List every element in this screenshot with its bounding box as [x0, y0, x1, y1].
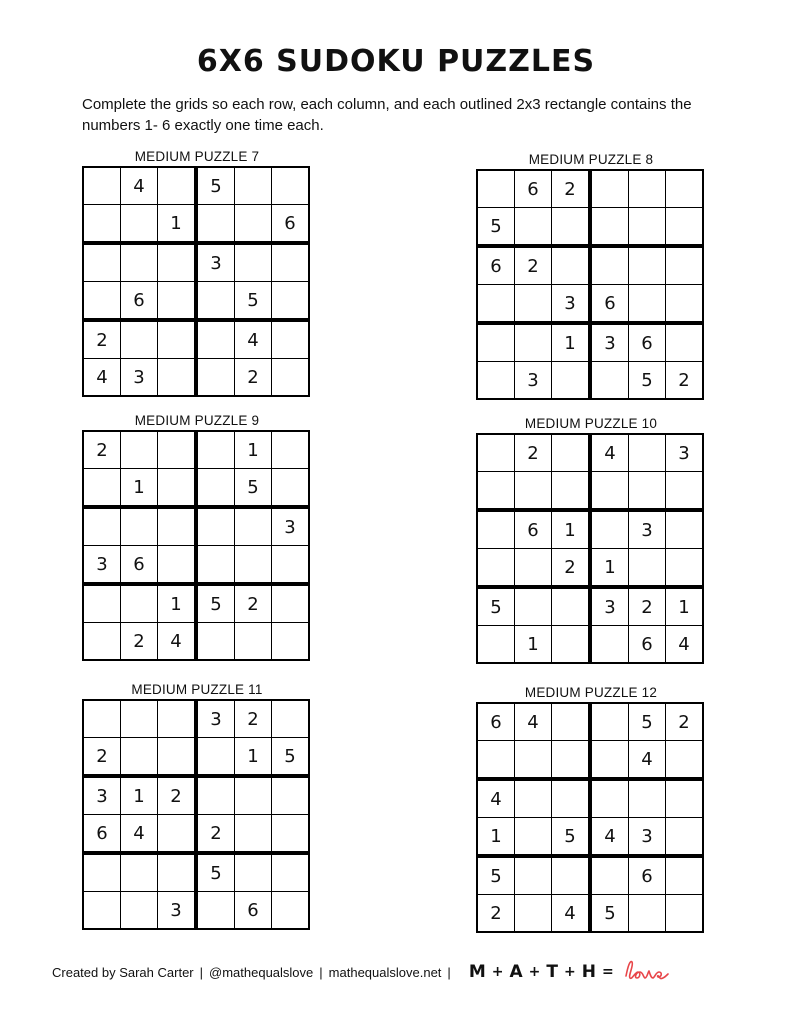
grid-cell: 3	[666, 434, 704, 472]
grid-cell: 5	[477, 587, 515, 626]
grid-cell: 5	[196, 584, 235, 623]
grid-cell: 3	[158, 892, 197, 930]
grid-cell	[666, 323, 704, 362]
grid-cell	[158, 282, 197, 321]
footer-handle: @mathequalslove	[209, 964, 314, 980]
grid-cell: 1	[666, 587, 704, 626]
puzzle-label: MEDIUM PUZZLE 8	[528, 152, 654, 167]
grid-row	[477, 549, 703, 588]
grid-cell	[121, 431, 158, 469]
grid-cell	[83, 700, 121, 738]
puzzle-7	[82, 148, 312, 397]
grid-cell	[83, 584, 121, 623]
sudoku-grid	[476, 702, 704, 933]
grid-cell: 3	[121, 359, 158, 397]
grid-cell	[552, 587, 591, 626]
grid-row	[477, 895, 703, 933]
grid-row	[477, 741, 703, 780]
grid-cell	[196, 359, 235, 397]
grid-cell: 6	[83, 815, 121, 854]
grid-cell	[552, 703, 591, 741]
grid-row	[83, 776, 309, 815]
grid-cell	[83, 892, 121, 930]
grid-cell: 4	[158, 623, 197, 661]
grid-cell: 4	[666, 626, 704, 664]
grid-cell	[158, 431, 197, 469]
grid-cell	[235, 815, 272, 854]
grid-row	[477, 472, 703, 511]
grid-cell	[83, 282, 121, 321]
grid-cell: 4	[121, 815, 158, 854]
grid-cell: 6	[629, 323, 666, 362]
grid-cell: 2	[158, 776, 197, 815]
grid-cell	[121, 584, 158, 623]
grid-cell	[666, 895, 704, 933]
instructions: Complete the grids so each row, each column, and each outlined 2x3 rectangle contains the numbers 1- 6 exactly one time each.	[82, 96, 692, 134]
grid-cell	[272, 776, 310, 815]
grid-row	[83, 431, 309, 469]
grid-cell	[552, 779, 591, 818]
grid-cell: 2	[629, 587, 666, 626]
grid-row	[477, 434, 703, 472]
grid-cell	[552, 626, 591, 664]
grid-cell	[235, 546, 272, 585]
logo-equals: =	[601, 964, 614, 980]
grid-cell: 4	[477, 779, 515, 818]
grid-cell	[629, 434, 666, 472]
grid-cell: 2	[83, 431, 121, 469]
grid-row	[83, 243, 309, 282]
grid-cell: 5	[552, 818, 591, 857]
grid-cell: 3	[590, 323, 629, 362]
grid-cell: 3	[83, 776, 121, 815]
grid-cell: 5	[477, 208, 515, 247]
grid-cell	[196, 776, 235, 815]
grid-cell	[235, 853, 272, 892]
footer-separator: |	[199, 964, 204, 980]
grid-cell	[272, 815, 310, 854]
grid-cell	[158, 243, 197, 282]
grid-cell	[590, 362, 629, 400]
grid-cell	[196, 205, 235, 244]
grid-cell	[83, 205, 121, 244]
grid-cell	[666, 856, 704, 895]
grid-cell	[121, 700, 158, 738]
grid-cell: 6	[515, 170, 552, 208]
grid-row	[477, 510, 703, 549]
grid-cell: 4	[629, 741, 666, 780]
puzzle-label: MEDIUM PUZZLE 12	[524, 685, 658, 700]
grid-row	[477, 323, 703, 362]
grid-cell: 2	[552, 549, 591, 588]
grid-cell: 1	[590, 549, 629, 588]
grid-cell	[272, 167, 310, 205]
grid-row	[477, 285, 703, 324]
grid-cell	[158, 815, 197, 854]
grid-cell: 6	[121, 546, 158, 585]
sudoku-grid	[82, 699, 310, 930]
grid-cell: 5	[235, 282, 272, 321]
grid-cell: 5	[629, 362, 666, 400]
grid-cell	[121, 507, 158, 546]
grid-cell	[235, 776, 272, 815]
grid-cell	[515, 779, 552, 818]
grid-cell	[666, 472, 704, 511]
grid-cell: 6	[477, 703, 515, 741]
grid-row	[83, 167, 309, 205]
grid-cell: 3	[590, 587, 629, 626]
grid-row	[83, 623, 309, 661]
grid-cell	[121, 205, 158, 244]
grid-cell	[235, 167, 272, 205]
grid-row	[477, 626, 703, 664]
grid-cell	[272, 282, 310, 321]
logo-letter-a: A	[509, 962, 523, 982]
grid-cell	[629, 285, 666, 324]
grid-cell	[515, 549, 552, 588]
grid-cell	[272, 584, 310, 623]
grid-row	[477, 856, 703, 895]
grid-cell	[272, 469, 310, 508]
grid-cell	[590, 741, 629, 780]
grid-cell: 3	[196, 700, 235, 738]
grid-cell	[272, 853, 310, 892]
grid-cell: 2	[235, 584, 272, 623]
grid-cell	[590, 170, 629, 208]
grid-cell: 2	[83, 320, 121, 359]
grid-cell: 2	[196, 815, 235, 854]
grid-cell	[477, 626, 515, 664]
grid-cell	[272, 546, 310, 585]
grid-cell	[235, 243, 272, 282]
grid-row	[83, 700, 309, 738]
grid-cell	[515, 323, 552, 362]
grid-cell	[477, 170, 515, 208]
grid-cell	[477, 323, 515, 362]
math-equals-love-logo	[469, 958, 670, 987]
grid-row	[477, 170, 703, 208]
grid-cell	[477, 472, 515, 511]
grid-cell	[272, 700, 310, 738]
grid-cell	[196, 320, 235, 359]
logo-letter-h: H	[581, 962, 596, 982]
grid-cell	[83, 469, 121, 508]
page-title: 6X6 SUDOKU PUZZLES	[196, 44, 596, 79]
grid-cell: 1	[158, 205, 197, 244]
grid-cell	[515, 741, 552, 780]
grid-cell	[158, 546, 197, 585]
footer	[52, 958, 742, 986]
grid-cell	[629, 549, 666, 588]
grid-cell	[158, 167, 197, 205]
footer-website: mathequalslove.net	[328, 964, 442, 980]
grid-row	[477, 703, 703, 741]
grid-cell	[83, 507, 121, 546]
grid-cell	[515, 208, 552, 247]
grid-cell	[515, 587, 552, 626]
grid-cell	[629, 208, 666, 247]
puzzle-10	[476, 415, 706, 664]
grid-row	[83, 738, 309, 777]
grid-cell	[552, 741, 591, 780]
grid-cell	[121, 892, 158, 930]
grid-cell	[666, 741, 704, 780]
grid-cell	[666, 818, 704, 857]
grid-cell	[158, 320, 197, 359]
grid-cell	[121, 738, 158, 777]
grid-cell: 2	[83, 738, 121, 777]
grid-cell: 2	[235, 700, 272, 738]
grid-row	[83, 584, 309, 623]
footer-separator: |	[319, 964, 323, 980]
grid-cell	[121, 243, 158, 282]
grid-cell: 3	[83, 546, 121, 585]
grid-cell: 2	[235, 359, 272, 397]
grid-cell: 2	[666, 703, 704, 741]
grid-cell	[590, 856, 629, 895]
grid-cell	[590, 208, 629, 247]
grid-cell: 1	[477, 818, 515, 857]
grid-cell	[477, 434, 515, 472]
grid-cell	[477, 549, 515, 588]
grid-row	[477, 779, 703, 818]
love-script-graphic	[622, 958, 670, 984]
grid-cell	[629, 246, 666, 285]
grid-cell	[196, 431, 235, 469]
grid-cell: 4	[590, 818, 629, 857]
puzzle-label: MEDIUM PUZZLE 9	[134, 413, 260, 428]
grid-cell	[666, 170, 704, 208]
grid-cell: 4	[552, 895, 591, 933]
grid-cell	[83, 243, 121, 282]
sudoku-grid	[476, 169, 704, 400]
grid-cell: 4	[235, 320, 272, 359]
grid-cell	[629, 895, 666, 933]
grid-cell	[121, 853, 158, 892]
sudoku-grid	[476, 433, 704, 664]
grid-cell	[196, 546, 235, 585]
grid-cell	[666, 208, 704, 247]
grid-cell	[158, 853, 197, 892]
grid-cell: 4	[590, 434, 629, 472]
grid-row	[83, 815, 309, 854]
grid-row	[477, 587, 703, 626]
grid-row	[83, 546, 309, 585]
grid-row	[477, 818, 703, 857]
puzzle-11	[82, 681, 312, 930]
grid-cell: 3	[629, 510, 666, 549]
grid-cell	[196, 623, 235, 661]
grid-cell: 1	[515, 626, 552, 664]
grid-cell: 2	[477, 895, 515, 933]
grid-cell	[196, 892, 235, 930]
grid-cell	[158, 359, 197, 397]
grid-cell	[196, 469, 235, 508]
puzzle-label: MEDIUM PUZZLE 10	[524, 416, 658, 431]
grid-cell	[552, 362, 591, 400]
grid-cell: 1	[158, 584, 197, 623]
grid-cell	[629, 472, 666, 511]
logo-letter-t: T	[546, 962, 558, 982]
grid-cell	[590, 703, 629, 741]
grid-cell	[629, 170, 666, 208]
grid-cell	[552, 434, 591, 472]
grid-cell: 6	[629, 626, 666, 664]
grid-cell: 1	[121, 776, 158, 815]
grid-row	[83, 205, 309, 244]
grid-cell: 3	[515, 362, 552, 400]
grid-cell	[83, 623, 121, 661]
grid-cell	[552, 856, 591, 895]
grid-cell	[158, 469, 197, 508]
grid-cell	[158, 507, 197, 546]
grid-cell: 1	[552, 510, 591, 549]
grid-row	[83, 320, 309, 359]
grid-cell	[477, 741, 515, 780]
grid-cell: 3	[629, 818, 666, 857]
grid-cell: 5	[235, 469, 272, 508]
logo-plus: +	[491, 964, 504, 980]
grid-cell: 5	[477, 856, 515, 895]
grid-cell	[552, 246, 591, 285]
grid-cell	[590, 510, 629, 549]
grid-cell	[272, 320, 310, 359]
grid-cell	[666, 510, 704, 549]
grid-cell	[83, 853, 121, 892]
grid-cell: 3	[196, 243, 235, 282]
grid-cell	[158, 738, 197, 777]
grid-row	[477, 208, 703, 247]
grid-cell	[666, 779, 704, 818]
grid-cell	[515, 856, 552, 895]
grid-cell: 2	[666, 362, 704, 400]
grid-cell: 6	[477, 246, 515, 285]
grid-cell: 6	[121, 282, 158, 321]
puzzle-label: MEDIUM PUZZLE 7	[134, 149, 260, 164]
grid-cell: 5	[196, 853, 235, 892]
grid-cell: 1	[121, 469, 158, 508]
grid-row	[83, 892, 309, 930]
grid-cell: 4	[121, 167, 158, 205]
grid-cell	[272, 623, 310, 661]
grid-cell	[121, 320, 158, 359]
grid-cell: 5	[196, 167, 235, 205]
grid-cell	[590, 246, 629, 285]
grid-cell: 6	[235, 892, 272, 930]
grid-cell: 6	[590, 285, 629, 324]
grid-cell	[515, 895, 552, 933]
grid-cell	[477, 362, 515, 400]
grid-cell	[196, 282, 235, 321]
grid-cell	[590, 472, 629, 511]
grid-cell: 2	[515, 434, 552, 472]
grid-cell	[235, 623, 272, 661]
grid-cell	[552, 472, 591, 511]
grid-cell: 4	[83, 359, 121, 397]
grid-cell	[272, 243, 310, 282]
grid-cell	[515, 472, 552, 511]
logo-plus: +	[563, 964, 576, 980]
grid-cell: 4	[515, 703, 552, 741]
grid-row	[83, 359, 309, 397]
grid-cell	[272, 431, 310, 469]
grid-cell	[272, 359, 310, 397]
grid-cell	[515, 285, 552, 324]
grid-cell	[196, 507, 235, 546]
grid-cell	[235, 205, 272, 244]
love-script-logo	[622, 958, 670, 987]
grid-row	[83, 469, 309, 508]
grid-cell	[515, 818, 552, 857]
grid-cell: 1	[552, 323, 591, 362]
grid-cell: 5	[272, 738, 310, 777]
grid-row	[477, 246, 703, 285]
puzzle-9	[82, 412, 312, 661]
grid-row	[477, 362, 703, 400]
puzzle-8	[476, 151, 706, 400]
grid-cell: 6	[272, 205, 310, 244]
grid-cell: 6	[629, 856, 666, 895]
grid-cell	[666, 549, 704, 588]
grid-cell	[272, 892, 310, 930]
grid-cell	[235, 507, 272, 546]
grid-cell	[83, 167, 121, 205]
grid-row	[83, 853, 309, 892]
grid-cell	[477, 510, 515, 549]
footer-author: Created by Sarah Carter	[52, 964, 194, 980]
footer-separator: |	[447, 964, 451, 980]
grid-cell: 3	[272, 507, 310, 546]
puzzle-12	[476, 684, 706, 933]
grid-cell	[552, 208, 591, 247]
grid-cell: 2	[121, 623, 158, 661]
grid-cell: 2	[552, 170, 591, 208]
grid-cell: 6	[515, 510, 552, 549]
puzzle-label: MEDIUM PUZZLE 11	[131, 682, 263, 697]
grid-cell: 2	[515, 246, 552, 285]
grid-cell	[158, 700, 197, 738]
grid-row	[83, 507, 309, 546]
grid-cell	[590, 626, 629, 664]
grid-row	[83, 282, 309, 321]
grid-cell: 3	[552, 285, 591, 324]
logo-plus: +	[528, 964, 541, 980]
grid-cell	[666, 246, 704, 285]
grid-cell	[629, 779, 666, 818]
grid-cell	[196, 738, 235, 777]
logo-letter-m: M	[468, 962, 486, 982]
grid-cell: 5	[590, 895, 629, 933]
grid-cell	[590, 779, 629, 818]
grid-cell: 1	[235, 431, 272, 469]
grid-cell: 1	[235, 738, 272, 777]
sudoku-grid	[82, 430, 310, 661]
sudoku-grid	[82, 166, 310, 397]
grid-cell: 5	[629, 703, 666, 741]
grid-cell	[477, 285, 515, 324]
grid-cell	[666, 285, 704, 324]
